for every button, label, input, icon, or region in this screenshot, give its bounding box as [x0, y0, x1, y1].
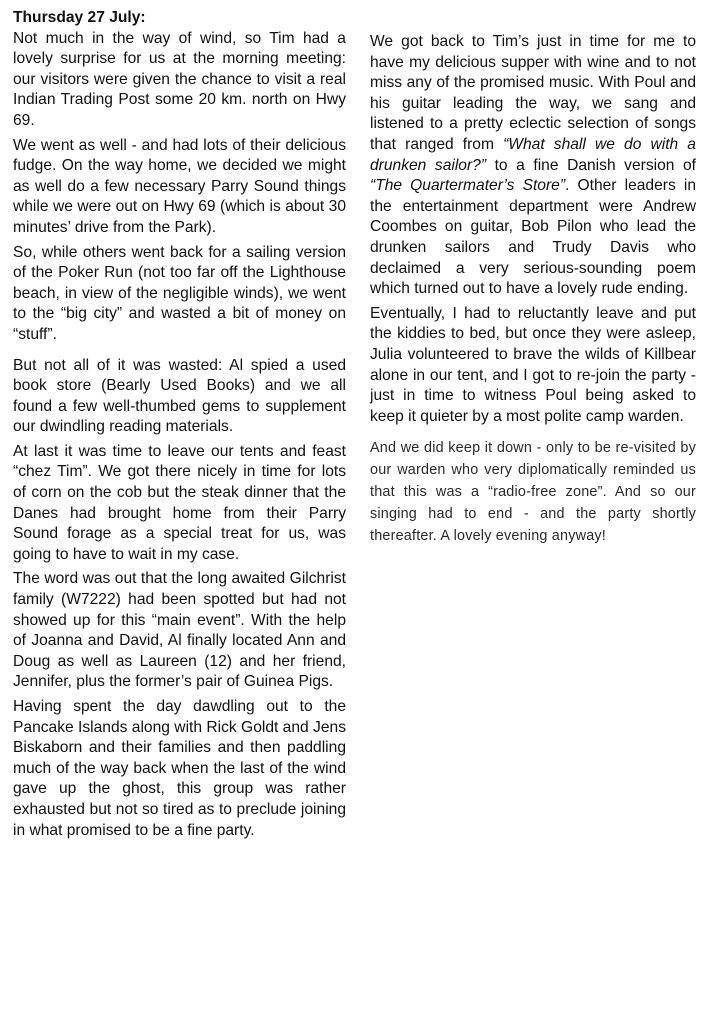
left-column [13, 8, 346, 841]
paragraph-trading-post: Not much in the way of wind, so Tim had a lovely surprise for us at the morning meeting: our visitors were given the chance to visit a real Indian Trading Post some 20 km. north on Hwy 69. [13, 29, 346, 129]
paragraph-poker-run: So, while others went back for a sailing version of the Poker Run (not too far off the Lighthouse beach, in view of the negligible winds), we went to the “big city” and wasted a bit of money on “stuff”. [13, 243, 346, 343]
song-drunken-sailor: “What shall we do with a drunken sailor?” [370, 135, 696, 174]
paragraph-fudge: We went as well - and had lots of their delicious fudge. On the way home, we decided we might as well do a few necessary Parry Sound things while we were out on Hwy 69 (which is about 30 minutes’ drive from the Park). [13, 136, 346, 236]
paragraph-pancake-islands: Having spent the day dawdling out to the Pancake Islands along with Rick Goldt and Jens Biskaborn and their families and then paddling much of the way back when the last of the wind gave up the ghost, this group was rather exhausted but not so tired as to preclude joining in what promised to be a fine party. [13, 698, 346, 839]
music-text-mid: to a fine Danish version of [486, 156, 696, 174]
right-column [370, 8, 696, 547]
music-text-start: We got back to Tim’s just in time for me to have my delicious supper with wine and to not miss any of the promised music. With Poul and his guitar leading the way, we sang and listened to a pretty eclectic selection of songs that ranged from [370, 33, 696, 153]
date-heading: Thursday 27 July: [13, 9, 146, 26]
paragraph-gilchrist-family: The word was out that the long awaited Gilchrist family (W7222) had been spotted but had not showed up for this “main event”. With the help of Joanna and David, Al finally located Ann and Doug as well as Laureen (12) and her friend, Jennifer, plus the former’s pair of Guinea Pigs. [13, 570, 346, 691]
song-quartermaster: “The Quartermater’s Store” [370, 177, 566, 195]
paragraph-chez-tim: At last it was time to leave our tents and feast “chez Tim”. We got there nicely in time for lots of corn on the cob but the steak dinner that the Danes had brought home from their Parry Sound forage as a special treat for us, was going to have to wait in my case. [13, 442, 346, 563]
paragraph-kiddies-bed: Eventually, I had to reluctantly leave and put the kiddies to bed, but once they were asleep, Julia volunteered to brave the wilds of Killbear alone in our tent, and I got to re-join the party - just in time to witness Poul being asked to keep it quieter by a most polite camp warden. [370, 304, 696, 425]
paragraph-radio-free-zone: And we did keep it down - only to be re-visited by our warden who very diplomatically reminded us that this was a “radio-free zone”. And so our singing had to end - and the party shortly thereafter. A lovely evening anyway! [370, 440, 696, 545]
music-text-end: . Other leaders in the entertainment department were Andrew Coombes on guitar, Bob Pilon who lead the drunken sailors and Trudy Davis who declaimed a very serious-sounding poem which turned out to have a lovely rude ending. [370, 177, 696, 298]
paragraph-music [370, 32, 696, 300]
paragraph-book-store: But not all of it was wasted: Al spied a used book store (Bearly Used Books) and we all found a few well-thumbed gems to supplement our dwindling reading materials. [13, 356, 346, 436]
